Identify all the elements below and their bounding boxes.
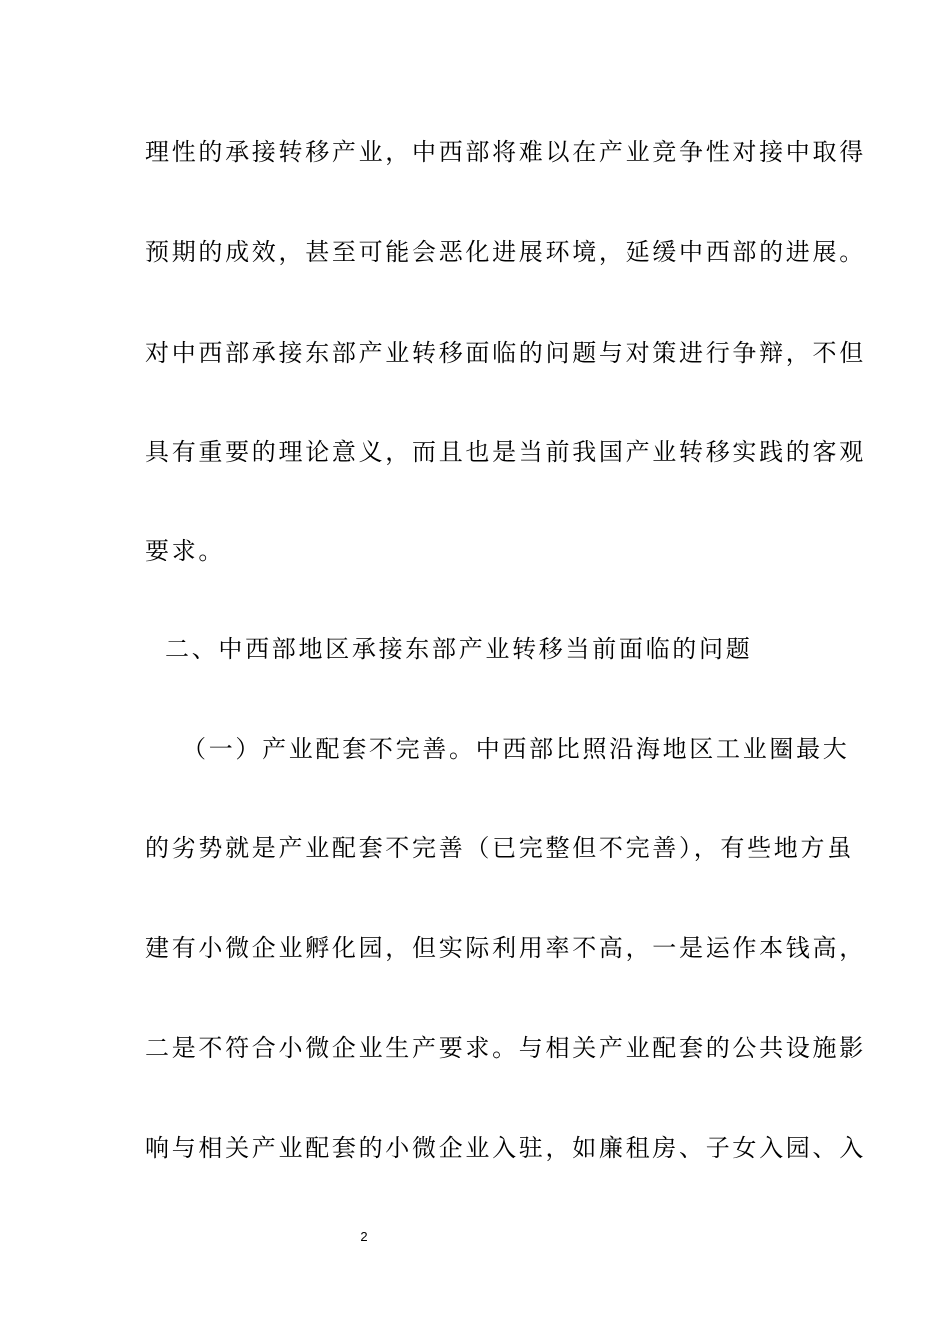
paragraph-line-9: 建有小微企业孵化园，但实际利用率不高，一是运作本钱高， xyxy=(145,934,866,962)
paragraph-line-5: 要求。 xyxy=(145,537,226,565)
paragraph-line-1: 理性的承接转移产业，中西部将难以在产业竞争性对接中取得 xyxy=(145,138,866,166)
paragraph-line-3: 对中西部承接东部产业转移面临的问题与对策进行争辩，不但 xyxy=(145,339,866,367)
paragraph-line-7: （一）产业配套不完善。中西部比照沿海地区工业圈最大 xyxy=(182,735,850,763)
paragraph-line-8: 的劣势就是产业配套不完善（已完整但不完善），有些地方虽 xyxy=(145,834,854,862)
section-heading: 二、中西部地区承接东部产业转移当前面临的问题 xyxy=(165,635,753,663)
paragraph-line-10: 二是不符合小微企业生产要求。与相关产业配套的公共设施影 xyxy=(145,1034,866,1062)
page-number: 2 xyxy=(360,1229,368,1244)
paragraph-line-4: 具有重要的理论意义，而且也是当前我国产业转移实践的客观 xyxy=(145,438,866,466)
paragraph-line-11: 响与相关产业配套的小微企业入驻，如廉租房、子女入园、入 xyxy=(145,1134,866,1162)
paragraph-line-2: 预期的成效，甚至可能会恶化进展环境，延缓中西部的进展。 xyxy=(145,238,866,266)
